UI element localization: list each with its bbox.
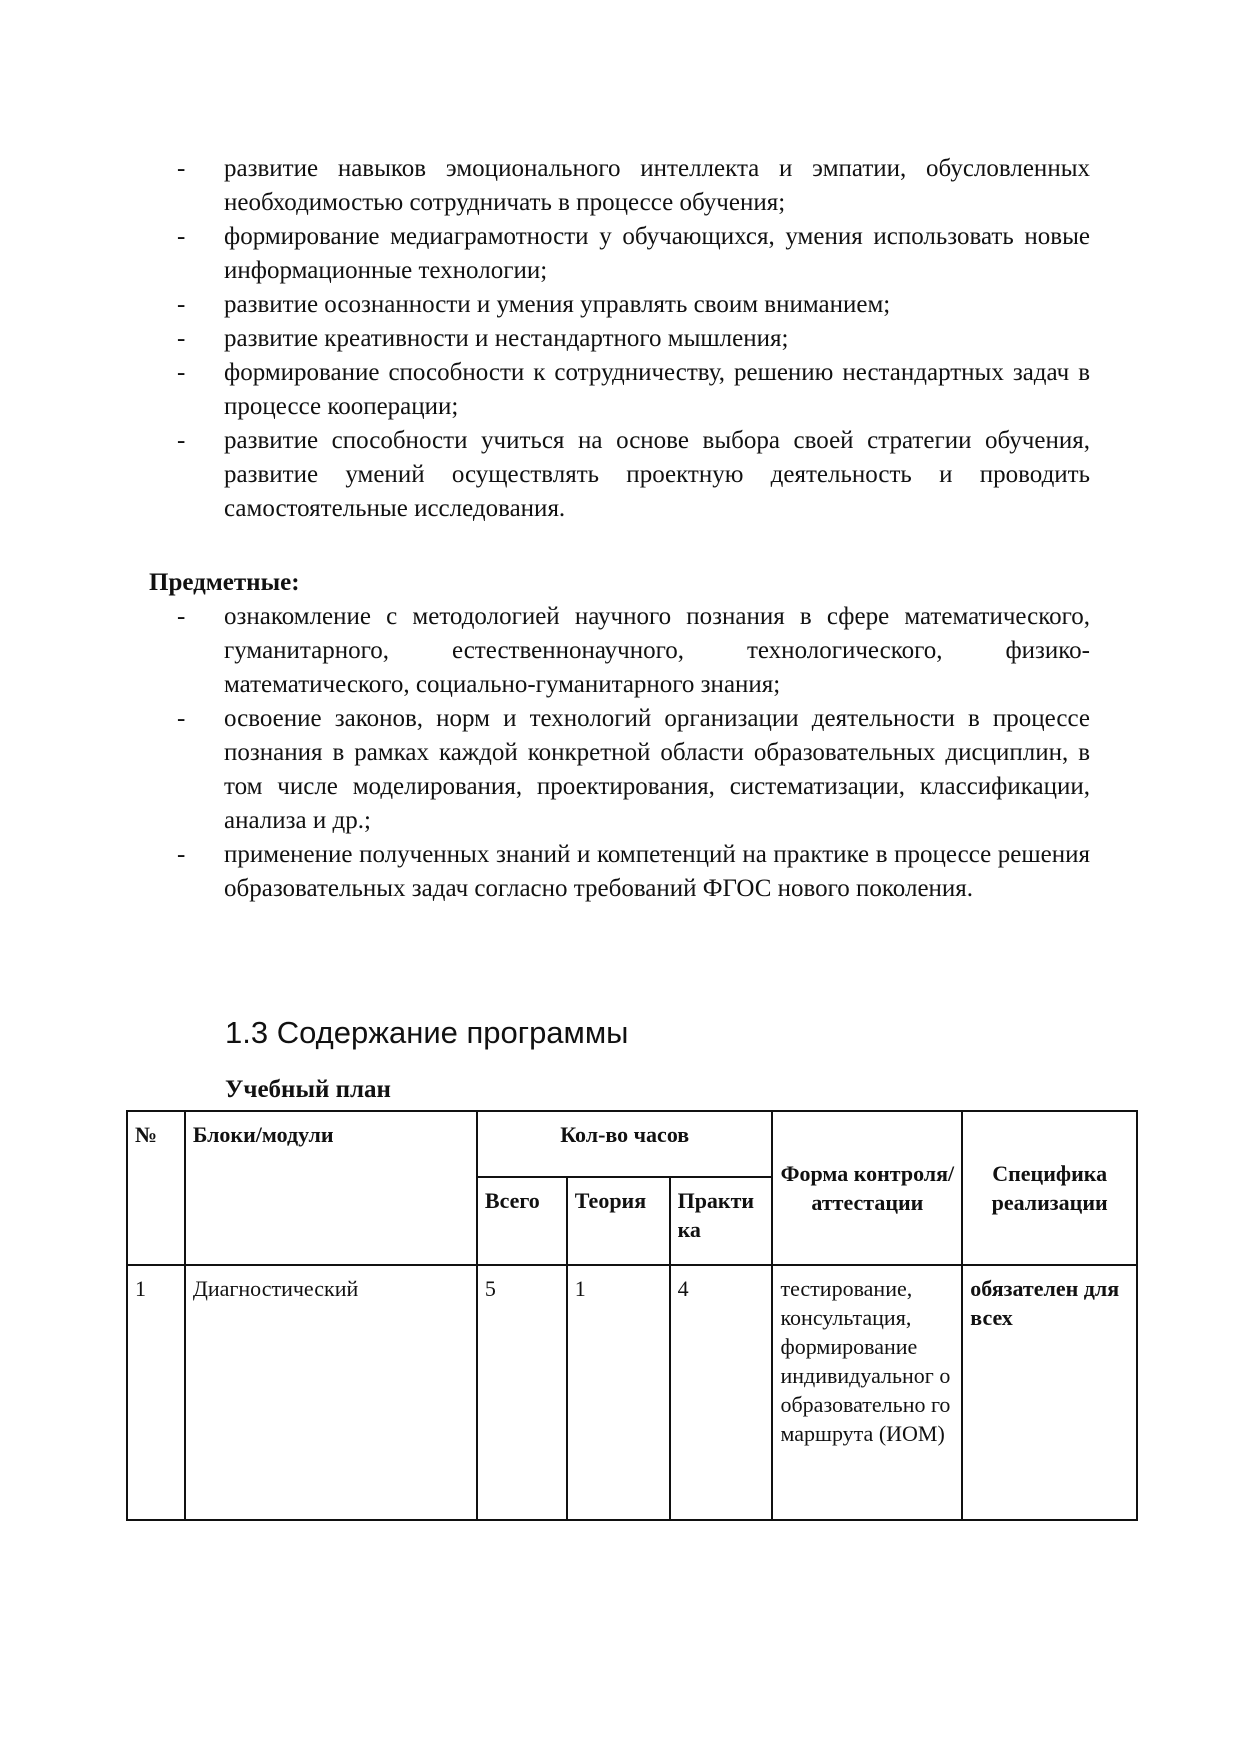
list-item-text: освоение законов, норм и технологий организации деятельности в процессе познания в рамках каждой конкретной области образовательных дисциплин, в том числе моделирования, проектирования, систематизации, классификации, анализа и др.;: [224, 705, 1090, 834]
bullet-dash: -: [177, 603, 186, 630]
header-control: Форма контроля/ аттестации: [772, 1111, 962, 1265]
list-item: [150, 702, 1090, 838]
list-item: [150, 288, 1090, 322]
list-item-text: развитие навыков эмоционального интеллекта и эмпатии, обусловленных необходимостью сотрудничать в процессе обучения;: [224, 155, 1090, 216]
cell-spec: обязателен для всех: [962, 1265, 1137, 1520]
table-row: [127, 1265, 1137, 1520]
bullet-dash: -: [177, 325, 186, 352]
cell-total: 5: [477, 1265, 567, 1520]
bullet-dash: -: [177, 705, 186, 732]
bullet-dash: -: [177, 359, 186, 386]
bullet-dash: -: [177, 291, 186, 318]
list-item: [150, 322, 1090, 356]
subject-results-list: [150, 600, 1090, 906]
list-item-text: применение полученных знаний и компетенций на практике в процессе решения образовательных задач согласно требований ФГОС нового поколения.: [224, 841, 1090, 902]
bullet-dash: -: [177, 223, 186, 250]
plan-title: Учебный план: [225, 1076, 391, 1103]
list-item: [150, 356, 1090, 424]
header-hours: Кол-во часов: [477, 1111, 773, 1177]
bullet-dash: -: [177, 841, 186, 868]
list-item: [150, 424, 1090, 526]
list-item: [150, 220, 1090, 288]
header-num: №: [127, 1111, 185, 1265]
list-item-text: развитие креативности и нестандартного мышления;: [224, 325, 789, 352]
cell-num: 1: [127, 1265, 185, 1520]
bullet-dash: -: [177, 427, 186, 454]
goals-list: [150, 152, 1090, 526]
header-spec: Специфика реализации: [962, 1111, 1137, 1265]
section-heading: 1.3 Содержание программы: [225, 1015, 629, 1050]
header-practice: Практи ка: [670, 1177, 773, 1265]
table-header-row: [127, 1111, 1137, 1177]
cell-theory: 1: [567, 1265, 670, 1520]
list-item-text: формирование медиаграмотности у обучающихся, умения использовать новые информационные технологии;: [224, 223, 1090, 284]
subject-results-heading: Предметные:: [149, 569, 300, 596]
cell-block: Диагностический: [185, 1265, 477, 1520]
cell-control: тестирование, консультация, формирование индивидуальног о образовательно го маршрута (ИОМ): [772, 1265, 962, 1520]
header-total: Всего: [477, 1177, 567, 1265]
header-theory: Теория: [567, 1177, 670, 1265]
list-item-text: развитие способности учиться на основе выбора своей стратегии обучения, развитие умений осуществлять проектную деятельность и проводить самостоятельные исследования.: [224, 427, 1090, 522]
list-item-text: ознакомление с методологией научного познания в сфере математического, гуманитарного, естественнонаучного, технологического, физико-математического, социально-гуманитарного знания;: [224, 603, 1090, 698]
bullet-dash: -: [177, 155, 186, 182]
header-blocks: Блоки/модули: [185, 1111, 477, 1265]
list-item: [150, 152, 1090, 220]
list-item-text: развитие осознанности и умения управлять своим вниманием;: [224, 291, 891, 318]
list-item: [150, 600, 1090, 702]
list-item: [150, 838, 1090, 906]
list-item-text: формирование способности к сотрудничеству, решению нестандартных задач в процессе кооперации;: [224, 359, 1090, 420]
cell-practice: 4: [670, 1265, 773, 1520]
curriculum-table: [126, 1110, 1138, 1521]
